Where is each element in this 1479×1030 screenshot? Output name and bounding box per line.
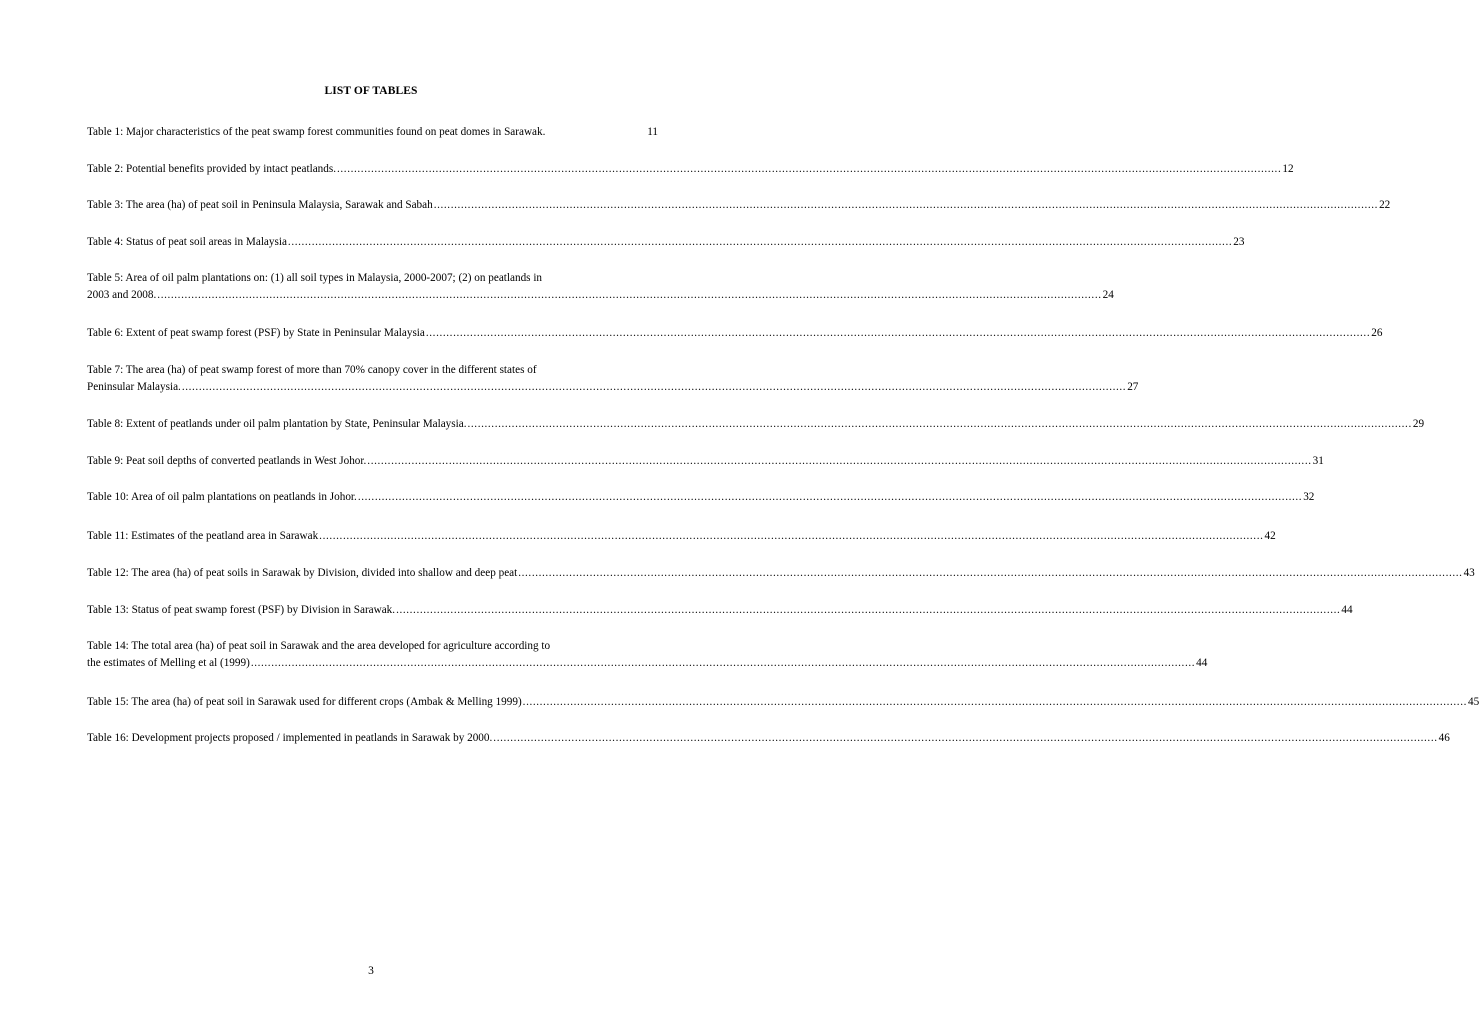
entry-page-number: 22 [1379, 199, 1391, 211]
footer-page-number: 3 [368, 965, 374, 977]
dot-leader: ...................................................................................................................................................................................................................................................................................... [518, 567, 1463, 579]
toc-line [87, 161, 1294, 178]
toc-entry[interactable] [87, 124, 658, 141]
toc-line [87, 489, 1315, 506]
entry-text-line-1: Table 5: Area of oil palm plantations on: (1) all soil types in Malaysia, 2000-2007; (2) on peatlands in [87, 272, 543, 284]
entry-text: Table 15: The area (ha) of peat soil in Sarawak used for different crops (Ambak & Melling 1999) [87, 696, 522, 708]
entry-text-line-1: Table 7: The area (ha) of peat swamp forest of more than 70% canopy cover in the different states of [87, 364, 537, 376]
entry-page-number: 46 [1438, 732, 1450, 744]
toc-line [87, 528, 1276, 545]
entry-page-number: 26 [1371, 327, 1383, 339]
toc-line [87, 234, 1245, 251]
entry-text: Table 1: Major characteristics of the peat swamp forest communities found on peat domes in Sarawak. [87, 126, 546, 138]
toc-entry[interactable] [87, 453, 1324, 470]
entry-page-number: 31 [1312, 455, 1324, 467]
toc-line [87, 416, 1425, 433]
dot-leader: ...................................................................................................................................................................................................................................................................................... [319, 530, 1264, 542]
toc-entry[interactable] [87, 565, 1475, 582]
dot-leader: ...................................................................................................................................................................................................................................................................................... [467, 418, 1412, 430]
dot-leader: ...................................................................................................................................................................................................................................................................................... [367, 455, 1312, 467]
toc-line [87, 325, 1383, 342]
dot-leader: ...................................................................................................................................................................................................................................................................................... [522, 696, 1468, 708]
toc-line [87, 197, 1391, 214]
entry-text: Table 11: Estimates of the peatland area in Sarawak [87, 530, 319, 542]
toc-entry[interactable] [87, 694, 1479, 711]
entry-page-number: 24 [1102, 289, 1114, 301]
dot-leader: ...................................................................................................................................................................................................................................................................................... [493, 732, 1438, 744]
toc-entry[interactable] [87, 161, 1294, 178]
toc-entry[interactable] [87, 638, 1208, 672]
toc-line [87, 379, 1139, 396]
entry-text: Table 9: Peat soil depths of converted peatlands in West Johor. [87, 455, 367, 467]
entry-text: the estimates of Melling et al (1999) [87, 657, 250, 669]
dot-leader: ...................................................................................................................................................................................................................................................................................... [396, 604, 1341, 616]
toc-entry[interactable] [87, 602, 1353, 619]
entry-page-number: 12 [1282, 163, 1294, 175]
entry-text-line-1: Table 14: The total area (ha) of peat soil in Sarawak and the area developed for agriculture according to [87, 640, 551, 652]
toc-line [87, 453, 1324, 470]
entry-text: Table 6: Extent of peat swamp forest (PSF) by State in Peninsular Malaysia [87, 327, 425, 339]
entry-text: Peninsular Malaysia. [87, 381, 181, 393]
entry-page-number: 42 [1264, 530, 1276, 542]
entry-text: Table 4: Status of peat soil areas in Malaysia [87, 236, 287, 248]
dot-leader: ...................................................................................................................................................................................................................................................................................... [337, 163, 1282, 175]
entry-text: Table 10: Area of oil palm plantations on peatlands in Johor. [87, 491, 357, 503]
dot-leader: ...................................................................................................................................................................................................................................................................................... [250, 657, 1196, 669]
entry-page-number: 23 [1233, 236, 1245, 248]
toc-entry[interactable] [87, 528, 1276, 545]
toc-line [87, 565, 1475, 582]
toc-entry[interactable] [87, 730, 1450, 747]
entry-text: Table 13: Status of peat swamp forest (PSF) by Division in Sarawak. [87, 604, 396, 616]
toc-entry[interactable] [87, 234, 1245, 251]
entry-page-number: 44 [1341, 604, 1353, 616]
toc-entry[interactable] [87, 197, 1391, 214]
toc-entry[interactable] [87, 362, 1139, 396]
entry-page-number: 32 [1303, 491, 1315, 503]
dot-leader: ...................................................................................................................................................................................................................................................................................... [425, 327, 1371, 339]
toc-line [87, 287, 1114, 304]
entry-page-number: 45 [1468, 696, 1479, 708]
entry-page-number: 29 [1412, 418, 1425, 430]
toc-line [87, 602, 1353, 619]
entry-page-number: 27 [1127, 381, 1139, 393]
entry-page-number: 11 [647, 126, 658, 138]
toc-line [87, 730, 1450, 747]
entry-text: Table 3: The area (ha) of peat soil in Peninsula Malaysia, Sarawak and Sabah [87, 199, 433, 211]
toc-line [87, 655, 1208, 672]
toc-line [87, 694, 1479, 711]
entry-text: Table 16: Development projects proposed / implemented in peatlands in Sarawak by 2000. [87, 732, 493, 744]
dot-leader: ...................................................................................................................................................................................................................................................................................... [157, 289, 1102, 301]
entry-page-number: 43 [1463, 567, 1475, 579]
toc-entry[interactable] [87, 489, 1315, 506]
toc-line [87, 124, 658, 141]
entry-text: 2003 and 2008. [87, 289, 157, 301]
entry-text: Table 8: Extent of peatlands under oil palm plantation by State, Peninsular Malaysia. [87, 418, 467, 430]
entry-page-number: 44 [1196, 657, 1208, 669]
entry-text: Table 12: The area (ha) of peat soils in Sarawak by Division, divided into shallow and deep peat [87, 567, 518, 579]
entry-text: Table 2: Potential benefits provided by intact peatlands. [87, 163, 337, 175]
dot-leader: ...................................................................................................................................................................................................................................................................................... [287, 236, 1233, 248]
page-title: LIST OF TABLES [324, 85, 418, 97]
dot-leader: ...................................................................................................................................................................................................................................................................................... [181, 381, 1127, 393]
toc-entry[interactable] [87, 270, 1114, 304]
dot-leader: ...................................................................................................................................................................................................................................................................................... [357, 491, 1303, 503]
toc-entry[interactable] [87, 325, 1383, 342]
toc-entry[interactable] [87, 416, 1425, 433]
dot-leader: ...................................................................................................................................................................................................................................................................................... [433, 199, 1379, 211]
